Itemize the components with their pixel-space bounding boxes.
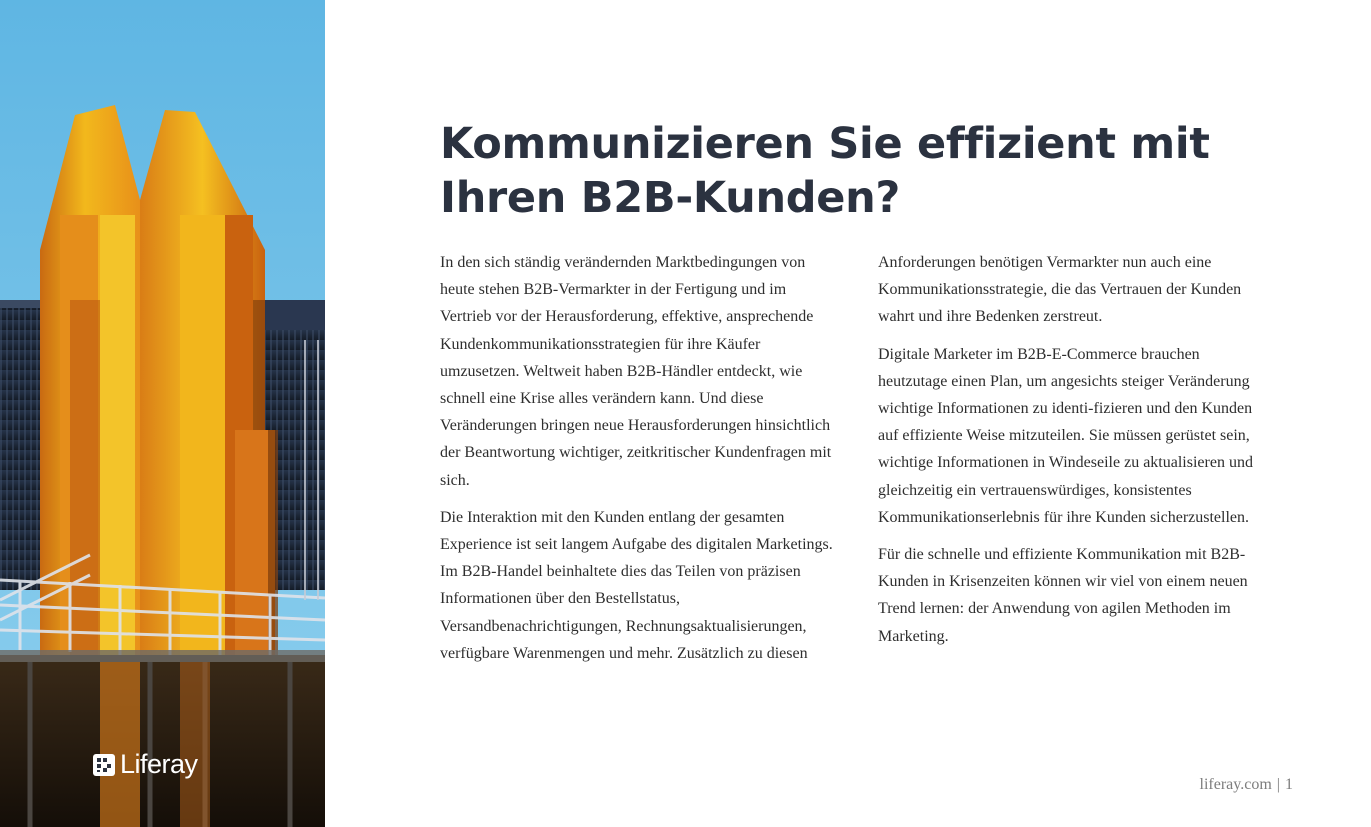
left-text-column bbox=[440, 249, 840, 677]
liferay-cube-icon bbox=[93, 754, 115, 776]
page-footer bbox=[1200, 776, 1293, 794]
page-title: Kommunizieren Sie effizient mit Ihren B2B-Kunden? bbox=[440, 119, 1210, 223]
footer-site-link[interactable]: liferay.com bbox=[1199, 776, 1272, 793]
right-text-column bbox=[878, 249, 1268, 660]
paragraph: Digitale Marketer im B2B-E-Commerce brauchen heutzutage einen Plan, um angesichts steiger Veränderung wichtige Informationen zu identi-fizieren und den Kunden auf effiziente Weise mitzuteilen. Sie müssen gerüstet sein, wichtige Informationen in Windeseile zu aktualisieren und gleichzeitig ein vertrauenswürdiges, konsistentes Kommunikationserlebnis für ihre Kunden sicherzustellen. bbox=[878, 345, 1253, 526]
paragraph: Die Interaktion mit den Kunden entlang der gesamten Experience ist seit langem Aufgabe des digitalen Marketings. Im B2B-Handel beinhaltete dies das Teilen von präzisen Informationen über den Bestellstatus, Versandbenachrichtigungen, Rechnungsaktualisierungen, verfügbare Warenmengen und mehr. Zusätzlich zu diesen bbox=[440, 508, 833, 662]
paragraph: In den sich ständig verändernden Marktbedingungen von heute stehen B2B-Vermarkter in der Fertigung und im Vertrieb vor der Herausforderung, effektive, ansprechende Kundenkommunikationsstrategien für ihre Käufer umzusetzen. Weltweit haben B2B-Händler entdeckt, wie schnell eine Krise alles verändern kann. Und diese Veränderungen bringen neue Herausforderungen hinsichtlich der Beantwortung wichtiger, zeitkritischer Kundenfragen mit sich. bbox=[440, 254, 832, 489]
industrial-pipes-photo bbox=[0, 0, 325, 827]
page-number: 1 bbox=[1285, 776, 1293, 793]
footer-separator: | bbox=[1276, 776, 1280, 793]
logo-text: Liferay bbox=[120, 749, 198, 779]
paragraph: Für die schnelle und effiziente Kommunikation mit B2B-Kunden in Krisenzeiten können wir viel von einem neuen Trend lernen: der Anwendung von agilen Methoden im Marketing. bbox=[878, 546, 1248, 645]
paragraph: Anforderungen benötigen Vermarkter nun auch eine Kommunikationsstrategie, die das Vertrauen der Kunden wahrt und ihre Bedenken zerstreut. bbox=[878, 254, 1242, 326]
liferay-logo[interactable] bbox=[93, 751, 198, 778]
hero-image bbox=[0, 0, 325, 827]
